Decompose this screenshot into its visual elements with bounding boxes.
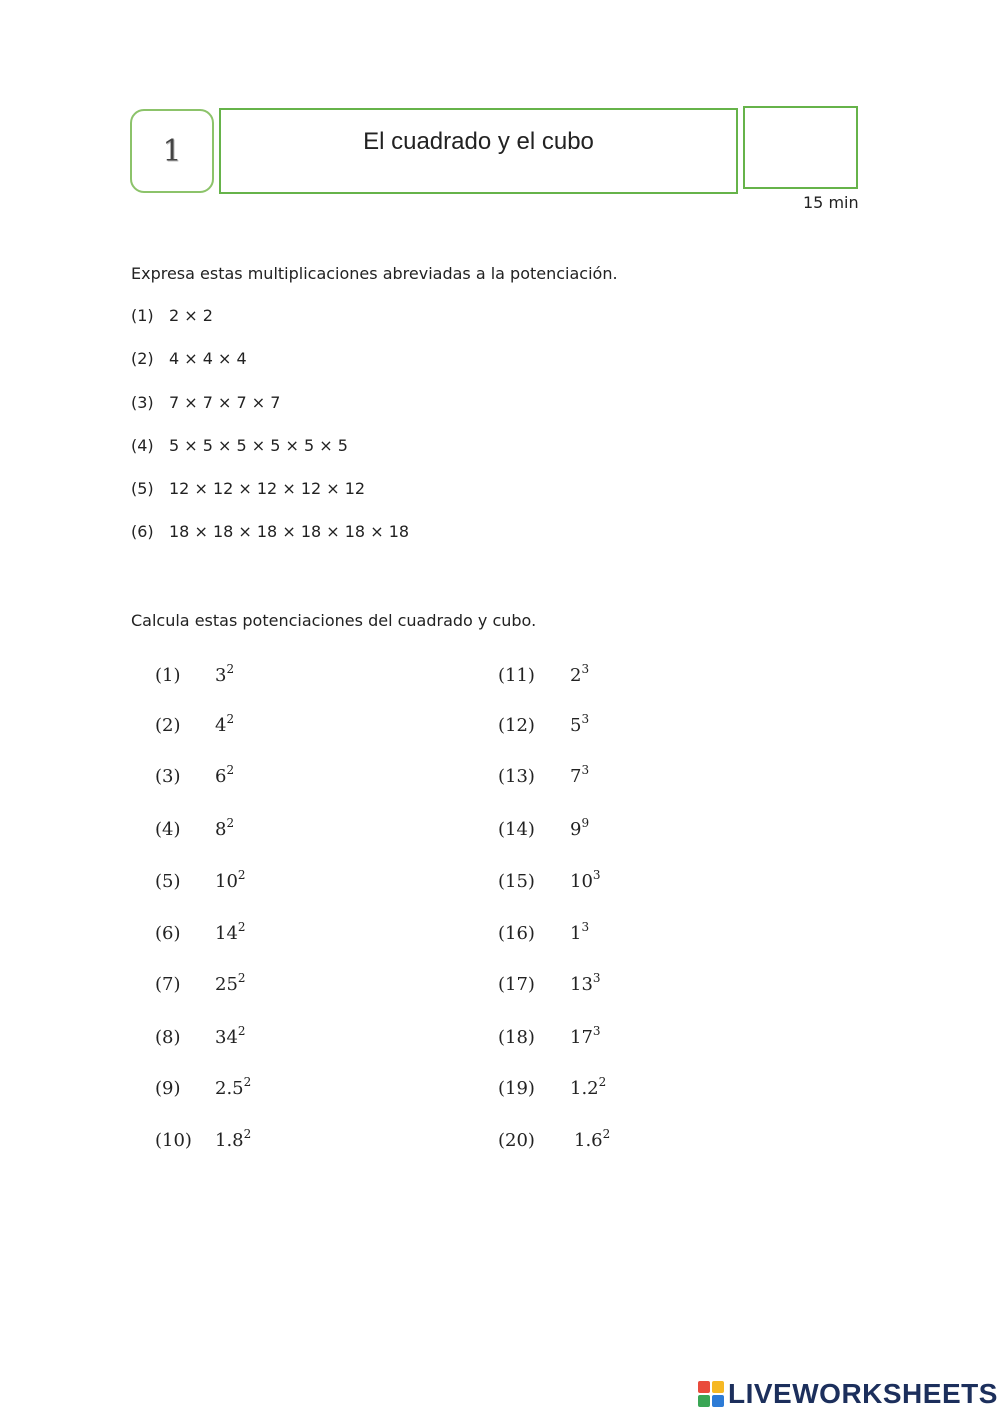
power-exponent: 2: [237, 868, 246, 882]
page-title: El cuadrado y el cubo: [363, 128, 594, 155]
item-label: (2): [131, 349, 154, 368]
exercise-number-box: [130, 109, 214, 193]
logo-tiles-icon: [698, 1381, 724, 1407]
power-item: (6) $14^2$: [155, 920, 246, 944]
power-item: (4) $8^2$: [155, 816, 235, 840]
power-base: 1: [570, 923, 582, 944]
exp-item: [131, 306, 213, 325]
power-base: 5: [570, 715, 582, 736]
power-exponent: 9: [581, 816, 590, 830]
power-exponent: 3: [581, 920, 590, 934]
power-exponent: 3: [581, 662, 590, 676]
power-exponent: 3: [581, 763, 590, 777]
time-label: 15 min: [803, 193, 859, 212]
power-base: 4: [215, 715, 227, 736]
power-item: (11) $2^3$: [498, 662, 590, 686]
item-expression: 5 × 5 × 5 × 5 × 5 × 5: [169, 436, 348, 455]
item-expression: 18 × 18 × 18 × 18 × 18 × 18: [169, 522, 410, 541]
power-base: 25: [215, 974, 238, 995]
item-expression: 12 × 12 × 12 × 12 × 12: [169, 479, 366, 498]
power-base: 1.8: [215, 1130, 244, 1151]
item-expression: 7 × 7 × 7 × 7: [169, 393, 281, 412]
power-base: 2: [570, 665, 582, 686]
power-base: 13: [570, 974, 593, 995]
logo-tile: [712, 1395, 724, 1407]
power-base: 10: [570, 871, 593, 892]
liveworksheets-logo: [698, 1379, 998, 1409]
exp-item: [131, 393, 280, 412]
power-item: (3) $6^2$: [155, 763, 235, 787]
exercise-number: 1: [162, 133, 182, 169]
power-exponent: 2: [226, 816, 235, 830]
power-item: (20) $1.6^2$: [498, 1127, 611, 1151]
logo-text: LIVEWORKSHEETS: [728, 1378, 998, 1409]
power-exponent: 2: [598, 1075, 607, 1089]
power-exponent: 2: [243, 1127, 252, 1141]
power-item: (1) $3^2$: [155, 662, 235, 686]
power-item: (8) $34^2$: [155, 1024, 246, 1048]
item-expression: 4 × 4 × 4: [169, 349, 247, 368]
power-base: 3: [215, 665, 227, 686]
power-item: (14) $9^9$: [498, 816, 590, 840]
power-item: (9) $2.5^2$: [155, 1075, 252, 1099]
power-item: (5) $10^2$: [155, 868, 246, 892]
exp-item: [131, 349, 247, 368]
section1-instruction: Expresa estas multiplicaciones abreviadas a la potenciación.: [131, 264, 618, 283]
power-exponent: 2: [237, 1024, 246, 1038]
power-item: (19) $1.2^2$: [498, 1075, 607, 1099]
power-item: (17) $13^3$: [498, 971, 601, 995]
power-item: (2) $4^2$: [155, 712, 235, 736]
power-exponent: 2: [602, 1127, 611, 1141]
power-base: 9: [570, 819, 582, 840]
exp-item: [131, 522, 409, 541]
logo-tile: [712, 1381, 724, 1393]
exp-item: [131, 436, 348, 455]
power-item: (16) $1^3$: [498, 920, 590, 944]
title-box: [219, 108, 738, 194]
power-exponent: 2: [226, 662, 235, 676]
power-base: 7: [570, 766, 582, 787]
power-base: 6: [215, 766, 227, 787]
power-item: (18) $17^3$: [498, 1024, 601, 1048]
score-box[interactable]: [743, 106, 858, 189]
power-exponent: 2: [243, 1075, 252, 1089]
power-base: 34: [215, 1027, 238, 1048]
power-item: (12) $5^3$: [498, 712, 590, 736]
power-exponent: 3: [581, 712, 590, 726]
item-expression: 2 × 2: [169, 306, 213, 325]
item-label: (6): [131, 522, 154, 541]
power-exponent: 2: [237, 920, 246, 934]
power-exponent: 2: [226, 763, 235, 777]
power-item: (13) $7^3$: [498, 763, 590, 787]
power-base: 2.5: [215, 1078, 244, 1099]
item-label: (5): [131, 479, 154, 498]
item-label: (3): [131, 393, 154, 412]
power-item: (10) $1.8^2$: [155, 1127, 252, 1151]
power-base: 1.2: [570, 1078, 599, 1099]
power-base: 8: [215, 819, 227, 840]
item-label: (4): [131, 436, 154, 455]
power-base: 1.6: [574, 1130, 603, 1151]
power-exponent: 2: [237, 971, 246, 985]
logo-tile: [698, 1395, 710, 1407]
power-item: (15) $10^3$: [498, 868, 601, 892]
power-base: 17: [570, 1027, 593, 1048]
power-item: (7) $25^2$: [155, 971, 246, 995]
logo-tile: [698, 1381, 710, 1393]
section2-instruction: Calcula estas potenciaciones del cuadrado y cubo.: [131, 611, 537, 630]
power-base: 14: [215, 923, 238, 944]
power-exponent: 3: [592, 1024, 601, 1038]
exp-item: [131, 479, 365, 498]
item-label: (1): [131, 306, 154, 325]
power-base: 10: [215, 871, 238, 892]
power-exponent: 3: [592, 868, 601, 882]
power-exponent: 2: [226, 712, 235, 726]
power-exponent: 3: [592, 971, 601, 985]
